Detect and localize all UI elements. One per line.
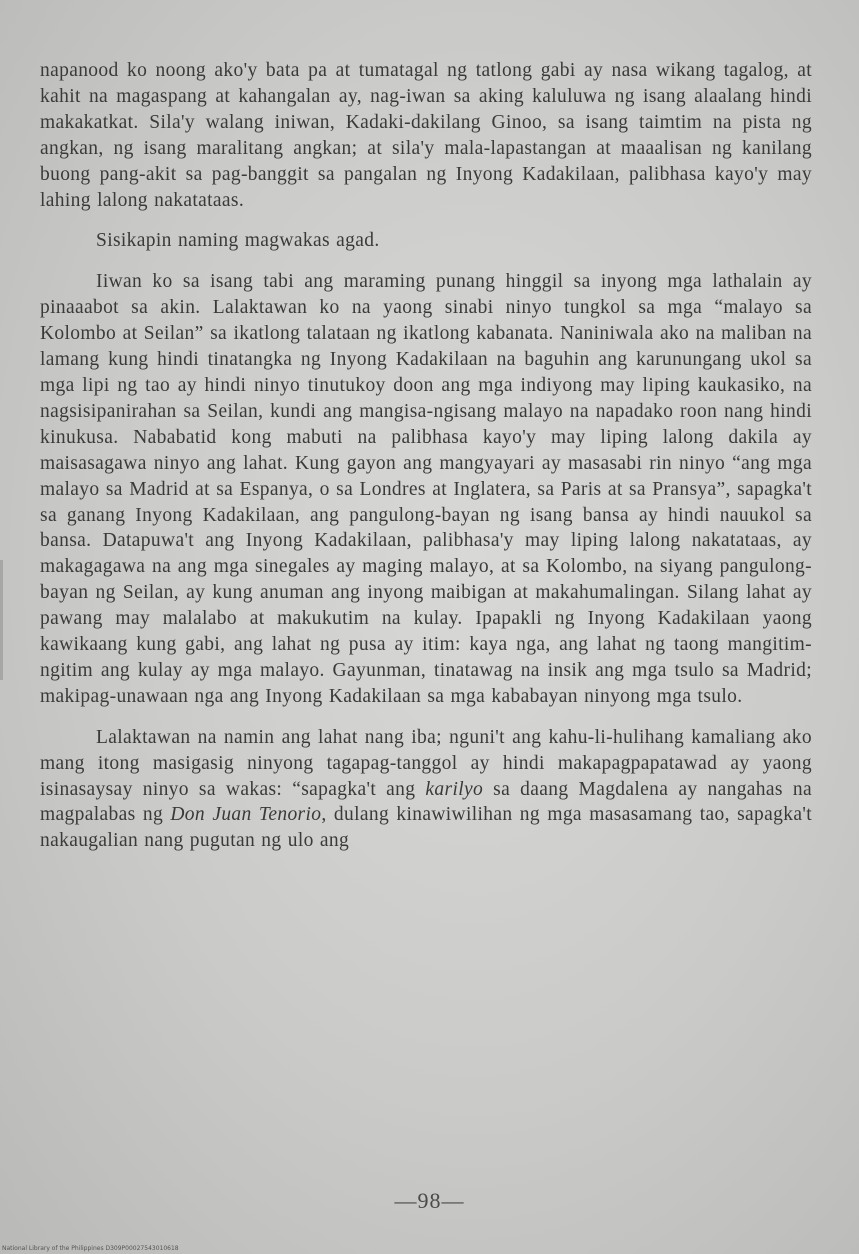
paragraph-4-text-a: Lalaktawan na namin ang lahat nang iba; nguni't ang kahu-li-hulihang kamaliang ako mang itong masigasig ninyong tagapag-tanggol ay hindi makapagpapatawad ay yaong isinasaysay ninyo sa wakas: “sapagka't ang — [40, 726, 812, 800]
scan-credit: National Library of the Philippines D309P00027543010618 — [2, 1245, 179, 1252]
paragraph-1-text: napanood ko noong ako'y bata pa at tumatagal ng tatlong gabi ay nasa wikang tagalog, at kahit na magaspang at kahangalan ay, nag-iwan sa aking kaluluwa ng isang alaalang hindi makakatkat. Sila'y walang iniwan, Kadaki-dakilang Ginoo, sa isang taimtim na pista ng angkan, ng isang maralitang angkan; at sila'y mala-lapastangan at maaalisan ng kanilang buong pang-akit sa pag-banggit sa pangalan ng Inyong Kadakilaan, palibhasa kayo'y may lahing lalong nakatataas. — [40, 60, 812, 211]
body-text — [40, 58, 812, 854]
paragraph-2 — [40, 228, 812, 254]
paragraph-3-text: Iiwan ko sa isang tabi ang maraming punang hinggil sa inyong mga lathalain ay pinaaabot sa akin. Lalaktawan ko na yaong sinabi ninyo tungkol sa mga “malayo sa Kolombo at Seilan” sa ikatlong talataan ng ikatlong kabanata. Naniniwala ako na maliban na lamang kung hindi tinatangka ng Inyong Kadakilaan na baguhin ang karunungang ukol sa mga lipi ng tao ay hindi ninyo tinutukoy doon ang mga indiyong may liping kaukasiko, na nagsisipanirahan sa Seilan, kundi ang mangisa-ngisang malayo na napadako roon nang hindi kinukusa. Nababatid kong mabuti na palibhasa kayo'y may liping lalong dakila ay maisasagawa ninyo ang lahat. Kung gayon ang mangyayari ay masasabi rin ninyo “ang mga malayo sa Madrid at sa Espanya, o sa Londres at Inglatera, sa Paris at sa Pransya”, sapagka't sa ganang Inyong Kadakilaan, ang pangulong-bayan ng isang bansa ay hindi nauukol sa bansa. Datapuwa't ang Inyong Kadakilaan, palibhasa'y may liping lalong nakatataas, ay makagagawa na ang mga sinegales ay maging malayo, at sa Kolombo, na siyang pangulong-bayan ng Seilan, ay kung anuman ang inyong maibigan at makahumalingan. Silang lahat ay pawang may malalabo at makukutim na kulay. Ipapakli ng Inyong Kadakilaan yaong kawikaang kung gabi, ang lahat ng pusa ay itim: kaya nga, ang lahat ng taong mangitim-ngitim ang kulay ay mga malayo. Gayunman, tinatawag na insik ang mga tsulo sa Madrid; makipag-unawaan nga ang Inyong Kadakilaan sa mga kababayan ninyong mga tsulo. — [40, 271, 812, 707]
paragraph-3 — [40, 269, 812, 709]
paragraph-4-text-b: sa daang Magdalena ay nangahas na magpalabas ng — [40, 778, 812, 826]
paragraph-4-italic-play-title: Don Juan Tenorio — [170, 804, 322, 826]
paragraph-4-italic-karilyo: karilyo — [425, 778, 484, 800]
page-number: —98— — [394, 1188, 465, 1213]
paragraph-4-text-c: , dulang kinawiwilihan ng mga masasamang tao, sapagka't nakaugalian nang pugutan ng ulo ang — [40, 804, 812, 852]
paragraph-4 — [40, 725, 812, 855]
page-edge-shadow — [0, 560, 3, 680]
paragraph-1 — [40, 58, 812, 213]
paragraph-2-text: Sisikapin naming magwakas agad. — [96, 230, 380, 252]
